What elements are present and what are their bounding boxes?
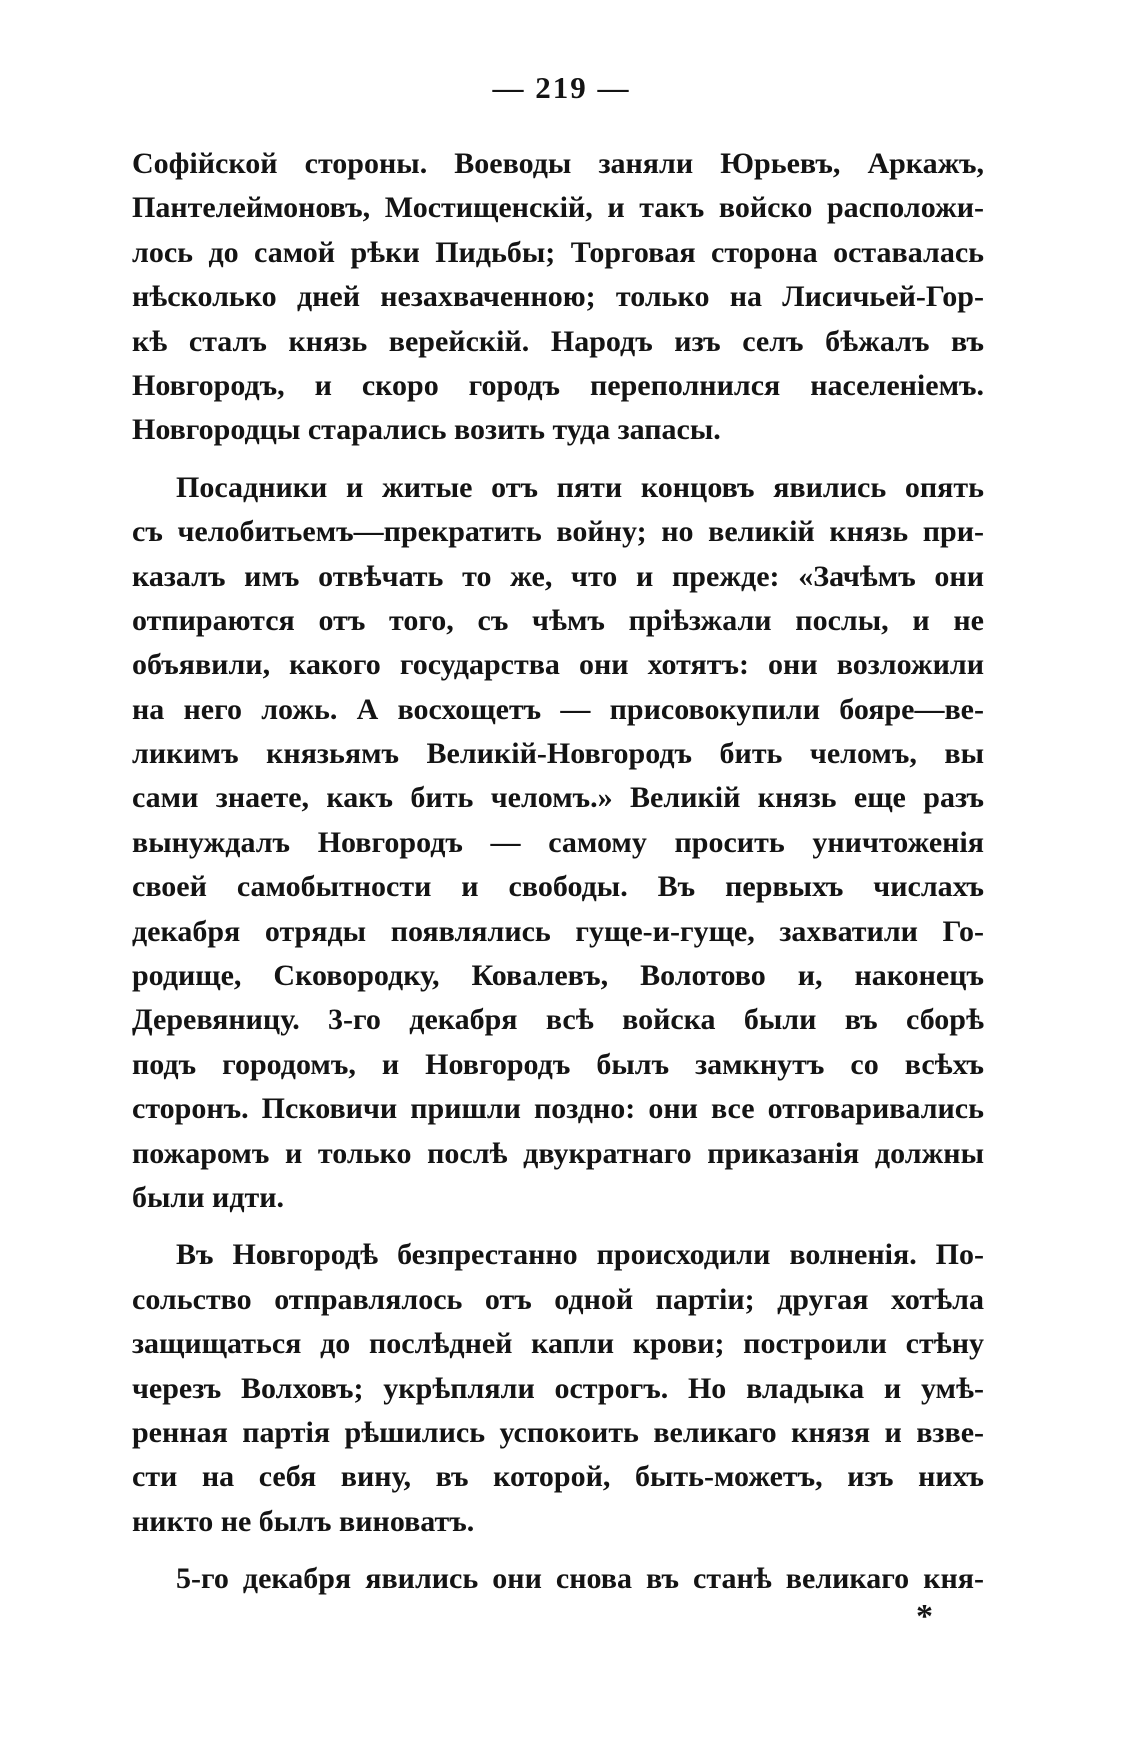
paragraph-1 (132, 142, 984, 453)
text-line: пожаромъ и только послѣ двукратнаго приказанія должны (132, 1136, 984, 1170)
paragraph-3 (132, 1233, 984, 1544)
text-line: Софійской стороны. Воеводы заняли Юрьевъ, Аркажъ, (132, 147, 984, 180)
text-line: сти на себя вину, въ которой, быть-можетъ, изъ нихъ (132, 1460, 984, 1494)
text-line: Новгородъ, и скоро городъ переполнился населеніемъ. (132, 368, 984, 402)
text-line: подъ городомъ, и Новгородъ былъ замкнутъ со всѣхъ (132, 1047, 984, 1081)
text-line: сторонъ. Псковичи пришли поздно: они все отговаривались (132, 1092, 984, 1126)
text-line: съ челобитьемъ—прекратить войну; но великій князь при- (132, 515, 984, 549)
text-line: Въ Новгородѣ безпрестанно происходили волненія. По- (176, 1238, 984, 1272)
text-line: были идти. (132, 1180, 285, 1214)
text-line: нѣсколько дней незахваченною; только на Лисичьей-Гор- (132, 280, 984, 314)
text-body (132, 142, 984, 1602)
text-line: родище, Сковородку, Ковалевъ, Волотово и, наконецъ (132, 959, 984, 993)
text-line: на него ложь. А восхощетъ — присовокупили бояре—ве- (132, 692, 984, 726)
paragraph-2 (132, 466, 984, 1221)
text-line: черезъ Волховъ; укрѣпляли острогъ. Но владыка и умѣ- (132, 1371, 984, 1405)
text-line: 5-го декабря явились они снова въ станѣ великаго кня- (176, 1562, 984, 1596)
text-line: ликимъ князьямъ Великій-Новгородъ бить челомъ, вы (132, 737, 984, 771)
text-line: Деревяницу. 3-го декабря всѣ войска были въ сборѣ (132, 1003, 984, 1037)
text-line: вынуждалъ Новгородъ — самому просить уничтоженія (132, 825, 984, 859)
page-number: — 219 — (492, 70, 631, 105)
text-line: объявили, какого государства они хотятъ: они возложили (132, 648, 984, 682)
text-line: сольство отправлялось отъ одной партіи; другая хотѣла (132, 1282, 984, 1316)
text-line: лось до самой рѣки Пидьбы; Торговая сторона оставалась (132, 235, 984, 269)
text-line: казалъ имъ отвѣчать то же, что и прежде: «Зачѣмъ они (132, 559, 984, 593)
paragraph-4 (132, 1557, 984, 1601)
footnote-asterisk: * (916, 1598, 933, 1635)
text-line: сами знаете, какъ бить челомъ.» Великій князь еще разъ (132, 781, 984, 815)
text-line: декабря отряды появлялись гуще-и-гуще, захватили Го- (132, 914, 984, 948)
text-line: защищаться до послѣдней капли крови; построили стѣну (132, 1327, 984, 1361)
text-line: Посадники и житые отъ пяти концовъ явились опять (176, 470, 984, 504)
text-line: отпираются отъ того, съ чѣмъ пріѣзжали послы, и не (132, 603, 984, 637)
text-line: Пантелеймоновъ, Мостищенскій, и такъ войско расположи- (132, 191, 984, 225)
text-line: ренная партія рѣшились успокоить великаго князя и взве- (132, 1415, 984, 1449)
text-line: своей самобытности и свободы. Въ первыхъ числахъ (132, 870, 984, 904)
text-line: Новгородцы старались возить туда запасы. (132, 413, 721, 447)
text-line: никто не былъ виноватъ. (132, 1504, 475, 1538)
text-line: кѣ сталъ князь верейскій. Народъ изъ селъ бѣжалъ въ (132, 324, 984, 358)
